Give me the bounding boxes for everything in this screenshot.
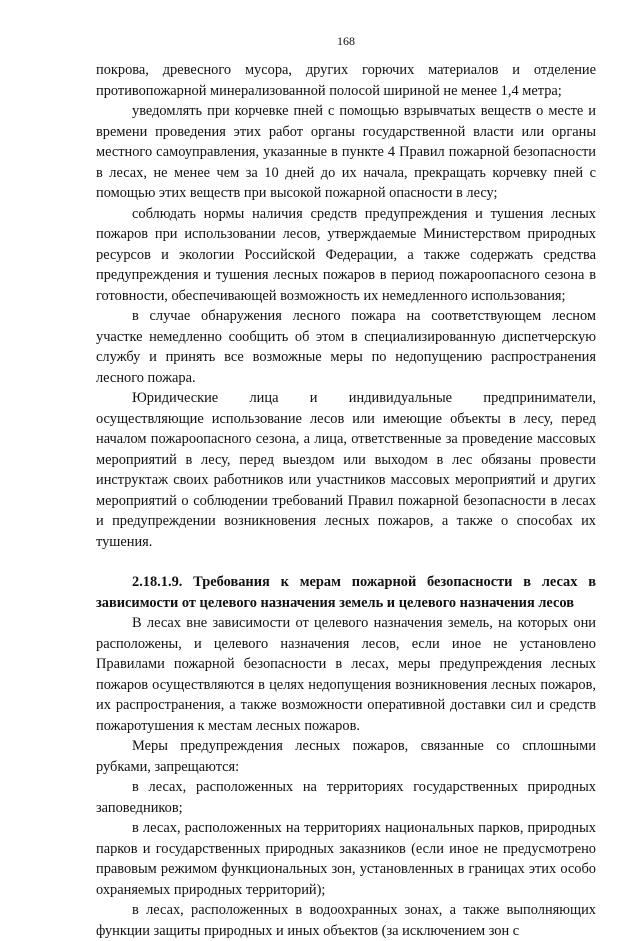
document-body: [96, 60, 596, 941]
paragraph: Меры предупреждения лесных пожаров, связанные со сплошными рубками, запрещаются:: [96, 738, 596, 775]
paragraph: в случае обнаружения лесного пожара на соответствующем лесном участке немедленно сообщить об этом в специализированную диспетчерскую службу и принять все возможные меры по недопущению распространения лесного пожара.: [96, 308, 596, 386]
paragraph: соблюдать нормы наличия средств предупреждения и тушения лесных пожаров при использовании лесов, утверждаемые Министерством природных ресурсов и экологии Российской Федерации, а также содержать средства предупреждения и тушения лесных пожаров в период пожароопасного сезона в готовности, обеспечивающей возможность их немедленного использования;: [96, 205, 596, 304]
paragraph: уведомлять при корчевке пней с помощью взрывчатых веществ о месте и времени проведения этих работ органы государственной власти или органы местного самоуправления, указанные в пункте 4 Правил пожарной безопасности в лесах, не менее чем за 10 дней до их начала, прекращать корчевку пней с помощью этих веществ при высокой пожарной опасности в лесу;: [96, 103, 596, 201]
section-heading: 2.18.1.9. Требования к мерам пожарной безопасности в лесах в зависимости от целевого назначения земель и целевого назначения лесов: [96, 574, 596, 611]
paragraph: В лесах вне зависимости от целевого назначения земель, на которых они расположены, и целевого назначения лесов, если иное не установлено Правилами пожарной безопасности в лесах, меры предупреждения лесных пожаров осуществляются в целях недопущения возникновения лесных пожаров, их распространения, а также возможности оперативной доставки сил и средств пожаротушения к местам лесных пожаров.: [96, 615, 596, 734]
paragraph: в лесах, расположенных на территориях национальных парков, природных парков и государственных природных заказников (если иное не предусмотрено правовым режимом функциональных зон, установленных в границах этих особо охраняемых природных территорий);: [96, 820, 596, 898]
page-number: 168: [337, 34, 355, 48]
paragraph-continuation: покрова, древесного мусора, других горючих материалов и отделение противопожарной минерализованной полосой шириной не менее 1,4 метра;: [96, 62, 596, 99]
paragraph: в лесах, расположенных в водоохранных зонах, а также выполняющих функции защиты природных и иных объектов (за исключением зон с: [96, 902, 596, 939]
paragraph: в лесах, расположенных на территориях государственных природных заповедников;: [96, 779, 596, 816]
paragraph: Юридические лица и индивидуальные предприниматели, осуществляющие использование лесов или имеющие объекты в лесу, перед началом пожароопасного сезона, а лица, ответственные за проведение массовых мероприятий в лесу, перед выездом или выходом в лес обязаны провести инструктаж своих работников или участников массовых мероприятий и других мероприятий о соблюдении требований Правил пожарной безопасности в лесах и предупреждении возникновения лесных пожаров, а также о способах их тушения.: [96, 390, 596, 550]
